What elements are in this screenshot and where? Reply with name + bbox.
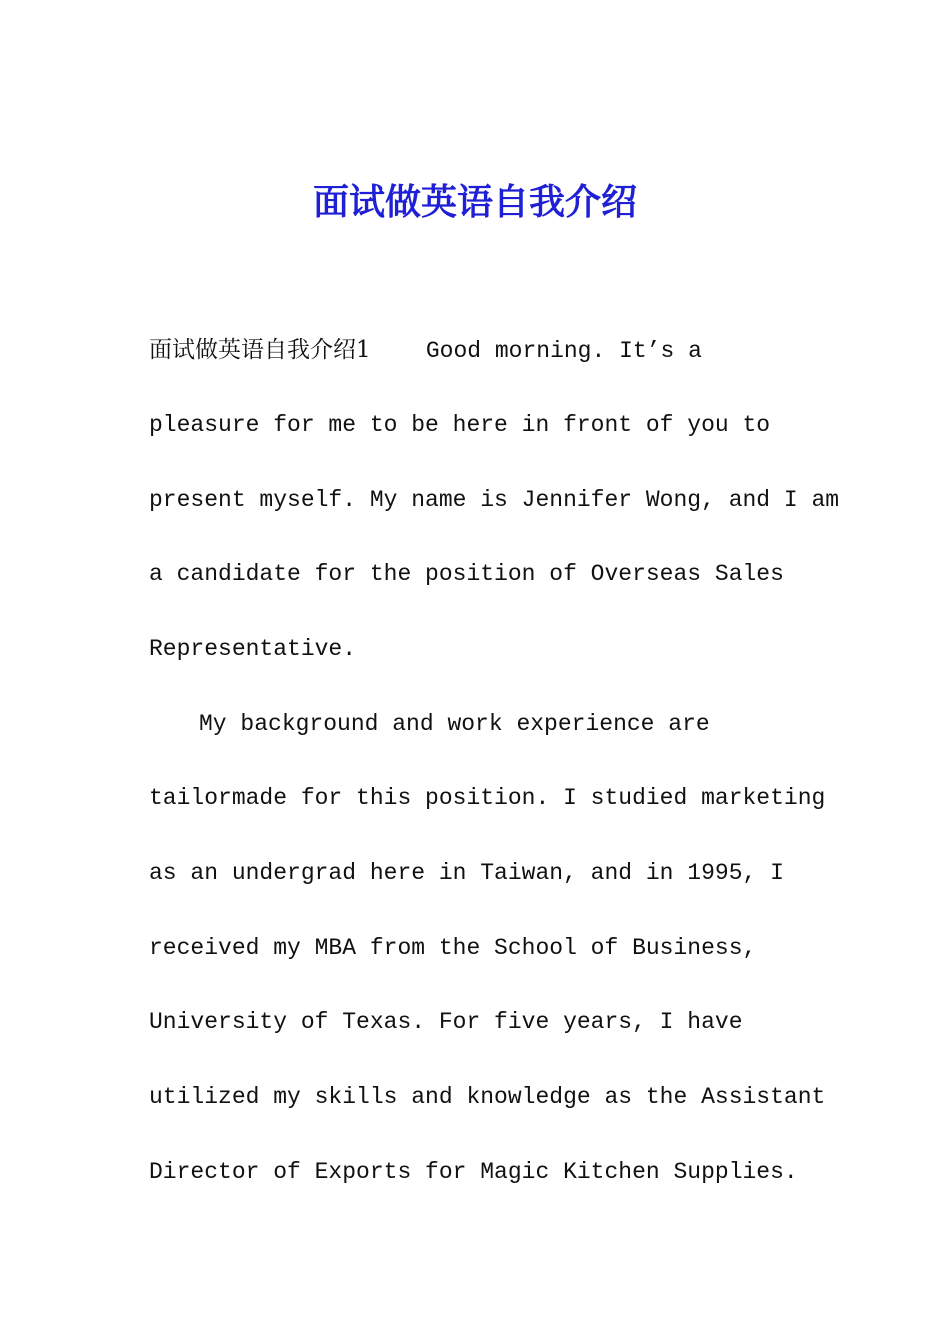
paragraph-line-6: My background and work experience are	[199, 711, 710, 737]
paragraph-line-5: Representative.	[149, 636, 357, 662]
paragraph-line-11: utilized my skills and knowledge as the Assistant	[149, 1084, 826, 1110]
line-text: Good morning. It’s a	[370, 338, 702, 364]
paragraph-line-1	[149, 334, 702, 367]
document-title: 面试做英语自我介绍	[312, 181, 637, 223]
paragraph-line-12: Director of Exports for Magic Kitchen Supplies.	[149, 1159, 798, 1185]
paragraph-line-8: as an undergrad here in Taiwan, and in 1995, I	[149, 860, 784, 886]
section-heading: 面试做英语自我介绍1	[149, 337, 371, 363]
paragraph-line-2: pleasure for me to be here in front of you to	[149, 412, 771, 438]
paragraph-line-10: University of Texas. For five years, I have	[149, 1009, 743, 1035]
paragraph-line-4: a candidate for the position of Overseas Sales	[149, 561, 784, 587]
paragraph-line-7: tailormade for this position. I studied marketing	[149, 785, 826, 811]
paragraph-line-9: received my MBA from the School of Business,	[149, 935, 757, 961]
paragraph-line-3: present myself. My name is Jennifer Wong, and I am	[149, 487, 840, 513]
